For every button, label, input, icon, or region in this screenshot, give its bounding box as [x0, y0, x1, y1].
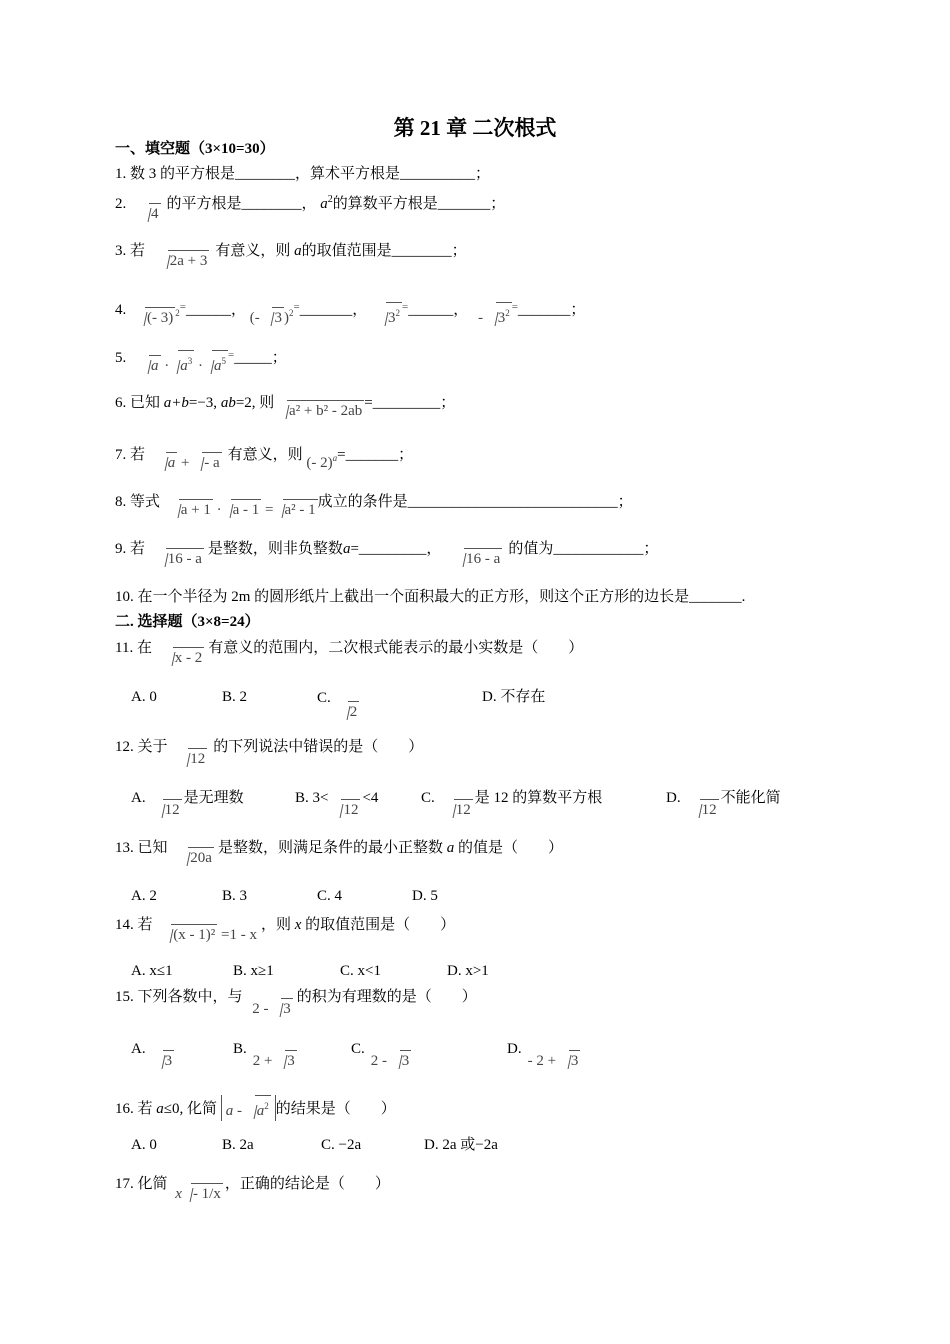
q11-option-c[interactable]: C.2 — [317, 690, 358, 720]
neg-sqrt3-squared: (- 3 )$^2$ — [249, 308, 294, 326]
q15-option-b[interactable]: B.2 + 3 — [233, 1041, 295, 1069]
question-11: 11. 在 x - 2有意义的范围内，二次根式能表示的最小实数是（ ） — [115, 640, 584, 666]
page-title: 第 21 章 二次根式 — [393, 116, 557, 140]
sqrt-x-minus-1-squared: (x - 1)² =1 - x — [162, 924, 257, 945]
sqrt-2a-plus-3: 2a + 3 — [159, 250, 210, 271]
sqrt-16-minus-a: 16 - a — [157, 548, 204, 569]
q13-option-c[interactable]: C. 4 — [317, 888, 343, 904]
q11-option-d[interactable]: D. 不存在 — [482, 689, 546, 705]
q11-option-a[interactable]: A. 0 — [131, 689, 157, 705]
q12-option-a[interactable]: A.12是无理数 — [131, 790, 244, 818]
neg2-power-a: (- 2)$^a$ — [306, 453, 338, 471]
abs-a-minus-sqrt-a2: a - $a^2$ — [221, 1095, 276, 1121]
question-16: 16. 若 a≤0, 化简 a - $a^2$ 的结果是（ ） — [115, 1093, 396, 1119]
question-5: 5. $a \cdot a^3 \cdot a^5$ =_____； — [115, 349, 287, 374]
q16-option-d[interactable]: D. 2a 或−2a — [424, 1137, 498, 1153]
q12-option-d[interactable]: D.12不能化简 — [666, 790, 781, 818]
q12-option-c[interactable]: C.12是 12 的算数平方根 — [421, 790, 603, 818]
q16-option-c[interactable]: C. −2a — [321, 1137, 362, 1153]
sqrt-product-expression: $a \cdot a^3 \cdot a^5$ — [140, 350, 228, 376]
sqrt-16-minus-a-2: 16 - a — [455, 548, 502, 569]
q12-option-b[interactable]: B. 3<12<4 — [295, 790, 379, 818]
question-10: 10. 在一个半径为 2m 的圆形纸片上截出一个面积最大的正方形，则这个正方形的边长是_______. — [115, 589, 746, 605]
sqrt-20a: 20a — [179, 847, 214, 868]
sqrt-x-minus-2: x - 2 — [164, 647, 205, 668]
section-fill-in: 一、填空题（3×10=30） — [115, 141, 275, 157]
sqrt-a2-b2-2ab: a² + b² - 2ab — [278, 400, 364, 421]
sqrt-a-plus-sqrt-neg-a: a + - a — [157, 452, 222, 473]
q13-option-a[interactable]: A. 2 — [131, 888, 157, 904]
sqrt-4: 4 — [140, 203, 161, 224]
question-13: 13. 已知 20a是整数，则满足条件的最小正整数 a 的值是（ ） — [115, 840, 563, 866]
question-3: 3. 若 2a + 3有意义，则 a的取值范围是________； — [115, 243, 467, 269]
q15-option-d[interactable]: D.- 2 + 3 — [507, 1041, 579, 1069]
question-1: 1. 数 3 的平方根是________，算术平方根是__________； — [115, 166, 491, 182]
q14-option-b[interactable]: B. x≥1 — [233, 963, 274, 979]
question-12: 12. 关于 12的下列说法中错误的是（ ） — [115, 739, 424, 767]
q14-option-c[interactable]: C. x<1 — [340, 963, 381, 979]
two-minus-sqrt3: 2 - 3 — [252, 998, 293, 1019]
q13-option-d[interactable]: D. 5 — [412, 888, 438, 904]
sqrt-equation: a + 1 · a - 1 = a² - 1 — [170, 499, 318, 520]
q11-option-b[interactable]: B. 2 — [222, 689, 248, 705]
question-6: 6. 已知 a+b=−3, ab=2, 则 a² + b² - 2ab =_________； — [115, 395, 456, 419]
question-17: 17. 化简 x - 1/x，正确的结论是（ ） — [115, 1176, 390, 1202]
question-7: 7. 若 a + - a 有意义，则 (- 2)$^a$=_______； — [115, 447, 414, 471]
q13-option-b[interactable]: B. 3 — [222, 888, 248, 904]
question-9: 9. 若 16 - a是整数，则非负整数a=_________， 16 - a的值为____________； — [115, 541, 659, 567]
q15-option-c[interactable]: C.2 - 3 — [351, 1041, 410, 1069]
neg-sqrt-3-squared: - $3^2$ — [478, 302, 512, 328]
q14-option-a[interactable]: A. x≤1 — [131, 963, 173, 979]
q16-option-a[interactable]: A. 0 — [131, 1137, 157, 1153]
question-15: 15. 下列各数中，与 2 - 3的积为有理数的是（ ） — [115, 989, 477, 1017]
q15-option-a[interactable]: A.3 — [131, 1041, 173, 1069]
sqrt-neg3-squared: (- 3) $^2$ — [136, 303, 180, 328]
q16-option-b[interactable]: B. 2a — [222, 1137, 254, 1153]
question-2: 2. 4的平方根是________， $a^2$的算数平方根是_______； — [115, 194, 506, 222]
question-8: 8. 等式 a + 1 · a - 1 = a² - 1 成立的条件是____________________________； — [115, 494, 633, 518]
q14-option-d[interactable]: D. x>1 — [447, 963, 489, 979]
sqrt-3-squared: $3^2$ — [377, 302, 402, 328]
question-14: 14. 若 (x - 1)² =1 - x，则 x 的取值范围是（ ） — [115, 917, 456, 943]
sqrt-12: 12 — [179, 748, 207, 769]
question-4: 4. (- 3) $^{2=}$______， (- 3 )$^{2=}$_______， $3^2$ =______， - $3^2$ =_______； — [115, 301, 586, 326]
x-sqrt-neg-1-over-x: x - 1/x — [175, 1183, 223, 1204]
section-multiple-choice: 二. 选择题（3×8=24） — [115, 614, 260, 630]
